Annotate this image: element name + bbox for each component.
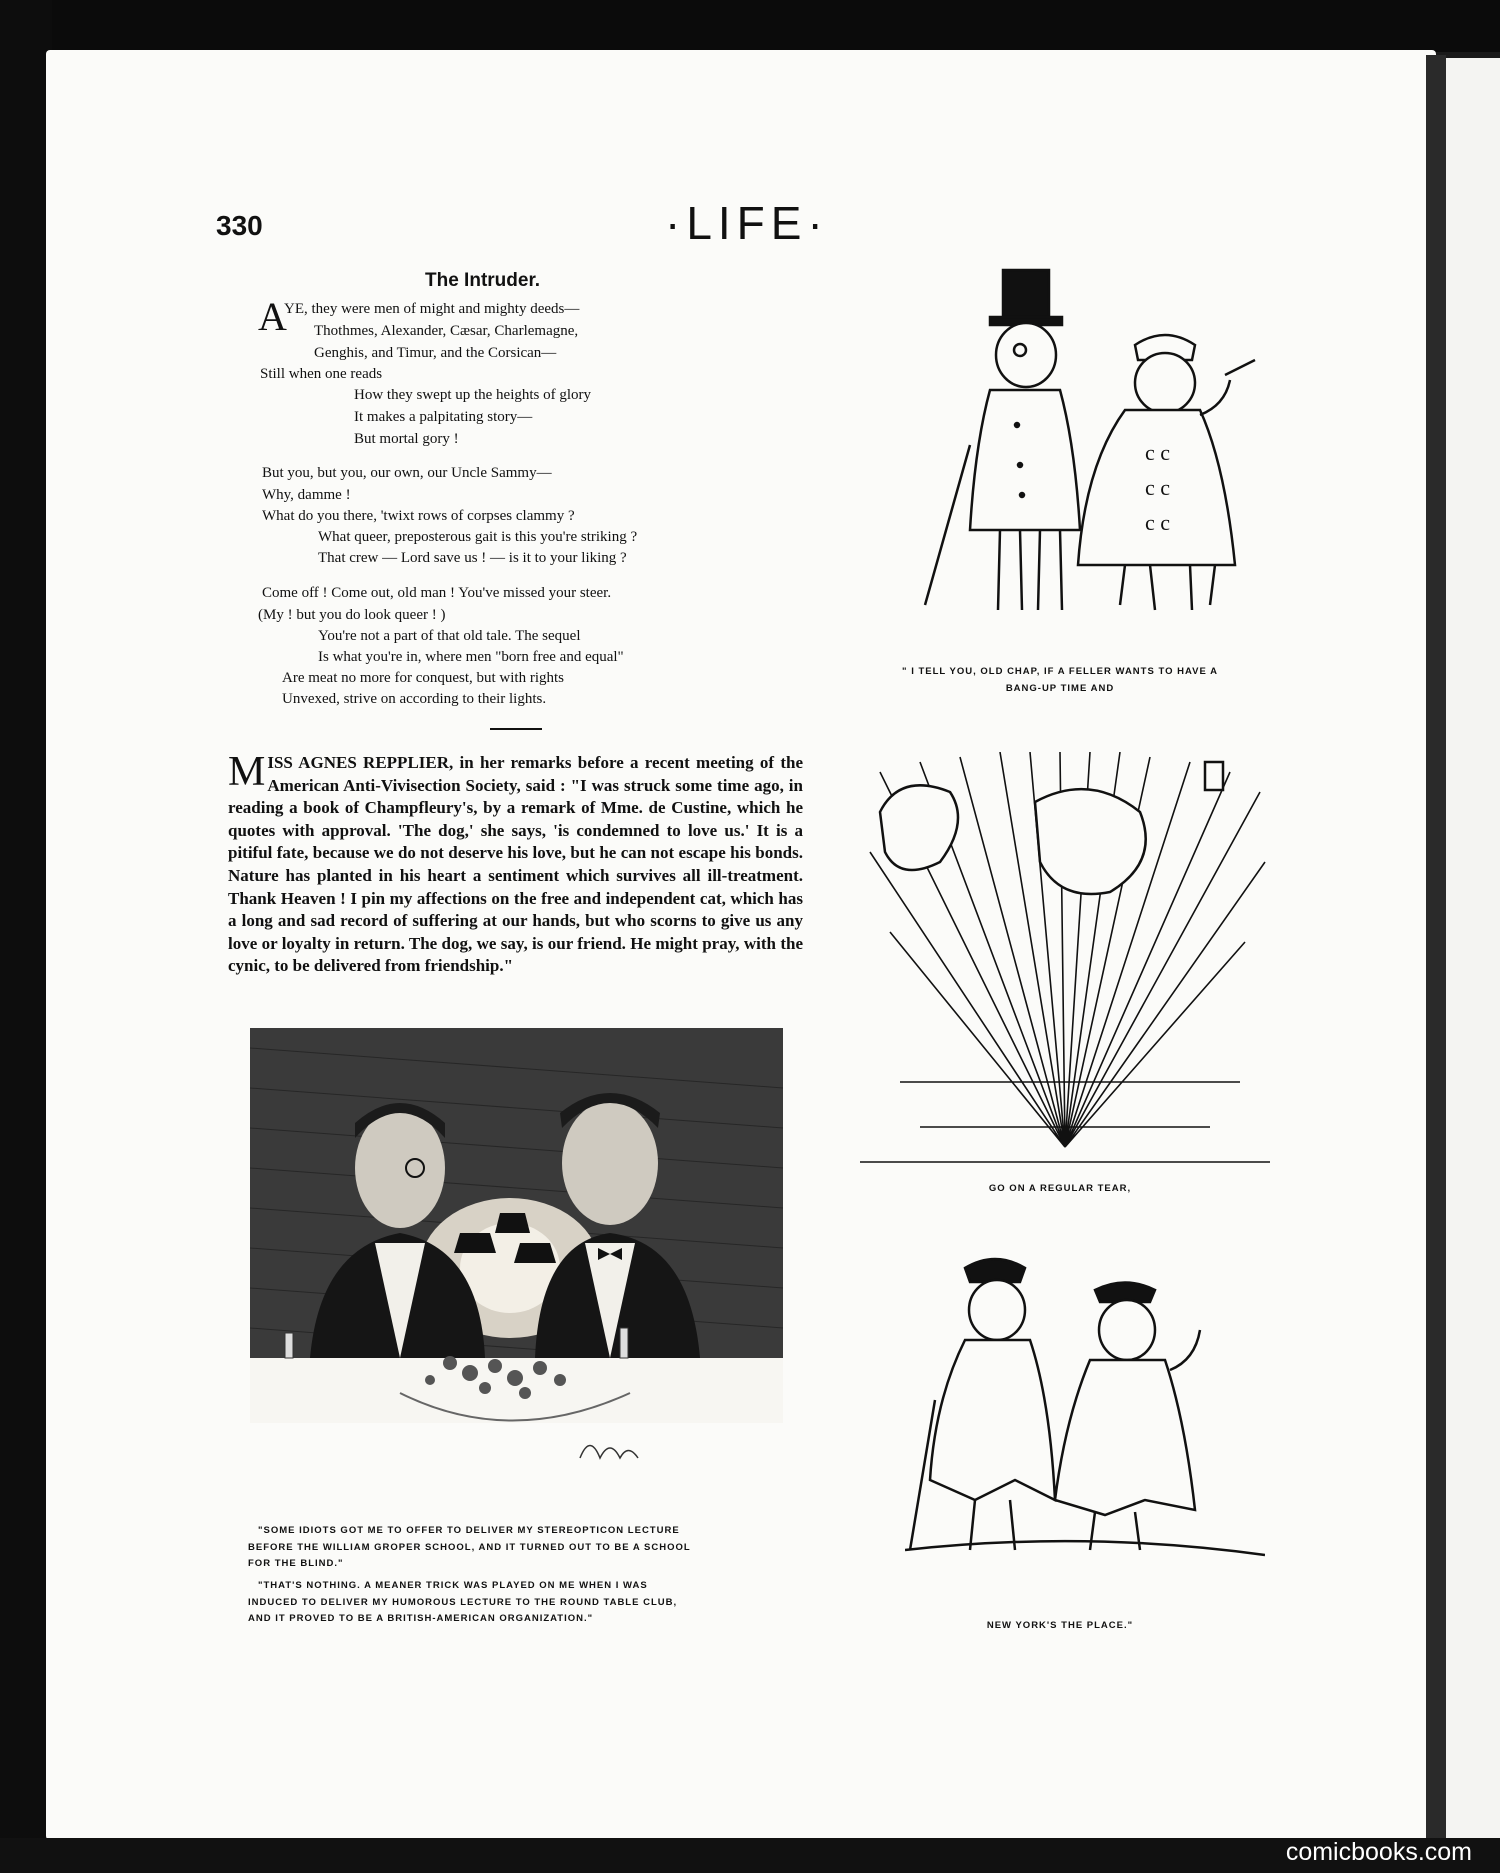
svg-text:c c: c c [1145,475,1171,500]
strip-panel-3-illustration [905,1250,1265,1565]
poem-line: Come off ! Come out, old man ! You've missed your steer. [262,585,612,601]
essay-dropcap: M [228,749,266,795]
essay-paragraph [228,749,803,978]
poem-dropcap: A [258,294,287,339]
poem-line: Why, damme ! [262,487,351,503]
section-divider [490,728,542,730]
dinner-caption-line: "SOME IDIOTS GOT ME TO OFFER TO DELIVER MY STEREOPTICON LECTURE [258,1525,680,1536]
strip-panel-1-illustration [870,265,1290,640]
dinner-caption-line: AND IT PROVED TO BE A BRITISH-AMERICAN ORGANIZATION." [248,1613,594,1624]
watermark: comicbooks.com [1285,1838,1472,1866]
scan-background-left [0,0,52,1873]
poem-line: But you, but you, our own, our Uncle Sammy— [262,465,552,481]
poem-line: What do you there, 'twixt rows of corpses clammy ? [262,508,575,524]
svg-text:c c: c c [1145,510,1171,535]
page-number: 330 [216,210,263,241]
strip-caption-2: GO ON A REGULAR TEAR, [988,1183,1132,1194]
dinner-caption-line: FOR THE BLIND." [248,1558,344,1569]
poem-line: (My ! but you do look queer ! ) [258,607,446,623]
strip-caption-1-line-1: " I TELL YOU, OLD CHAP, IF A FELLER WANTS TO HAVE A [902,666,1218,677]
scan-background-bottom [0,1838,1500,1873]
strip-panel-2-illustration [860,752,1270,1167]
scan-background-top [0,0,1500,52]
poem-line: Unvexed, strive on according to their lights. [282,691,547,707]
poem-line: Thothmes, Alexander, Cæsar, Charlemagne, [314,323,579,339]
poem-line: But mortal gory ! [354,431,459,447]
essay-text: ISS AGNES REPPLIER, in her remarks before a recent meeting of the American Anti-Vivisection Society, said : "I was struck some time ago, in reading a book of Champfleury's, by a remark of Mme. de Custine, which he quotes with approval. 'The dog,' she says, 'is condemned to love us.' It is a pitiful fate, because we do not deserve his love, but he can not escape his bonds. Nature has planted in his heart a sentiment which survives all ill-treatment. Thank Heaven ! I pin my affections on the free and independent cat, which has a long and sad record of suffering at our hands, but who scorns to give us any love or loyalty in return. The dog, we say, is our friend. He might pray, with the cynic, to be delivered from friendship." [228,753,803,976]
poem-line: That crew — Lord save us ! — is it to your liking ? [318,550,627,566]
svg-text:c c: c c [1145,440,1171,465]
poem-line: What queer, preposterous gait is this you're striking ? [318,529,638,545]
poem-line: Are meat no more for conquest, but with rights [282,670,565,686]
dinner-cartoon-illustration [250,1028,783,1480]
poem-line: YE, they were men of might and mighty deeds— [284,301,580,317]
binding-gutter [1426,55,1446,1840]
poem-line: Still when one reads [260,366,383,382]
adjacent-page-edge [1446,58,1500,1838]
poem-line: Is what you're in, where men "born free and equal" [318,649,624,665]
dinner-caption-line: "THAT'S NOTHING. A MEANER TRICK WAS PLAYED ON ME WHEN I WAS [258,1580,648,1591]
strip-caption-3: NEW YORK'S THE PLACE." [986,1620,1134,1631]
poem-title: The Intruder. [425,270,541,291]
poem-line: It makes a palpitating story— [354,409,533,425]
poem-line: Genghis, and Timur, and the Corsican— [314,345,557,361]
poem-line: How they swept up the heights of glory [354,387,592,403]
dinner-caption-line: INDUCED TO DELIVER MY HUMOROUS LECTURE TO THE ROUND TABLE CLUB, [248,1597,678,1608]
poem-line: You're not a part of that old tale. The sequel [318,628,581,644]
dinner-caption-line: BEFORE THE WILLIAM GROPER SCHOOL, AND IT TURNED OUT TO BE A SCHOOL [248,1542,691,1553]
strip-caption-1-line-2: BANG-UP TIME AND [1005,683,1115,694]
masthead-title: ·LIFE· [665,197,829,249]
